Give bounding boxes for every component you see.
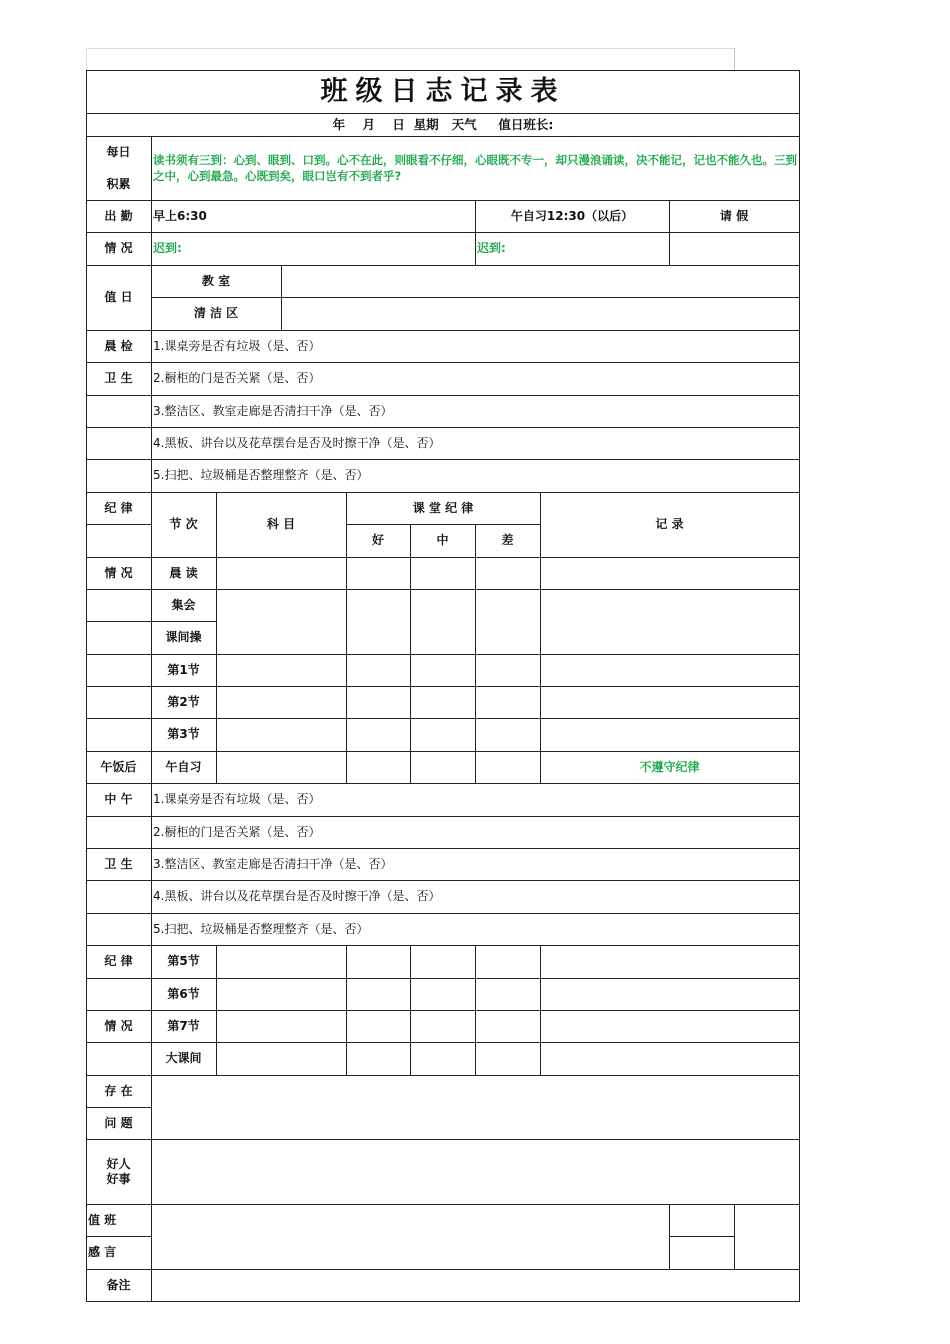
date-weather-line: 年 月 日 星期 天气 值日班长: (332, 116, 554, 132)
noon-check-label-bottom: 卫 生 (104, 856, 133, 871)
daily-quote: 读书须有三到：心到、眼到、口到。心不在此，则眼看不仔细，心眼既不专一，却只漫浪诵读，决不能记，记也不能久也。三到之中，心到最急。心既到矣，眼口岂有不到者乎? (153, 153, 797, 183)
attendance-label-bottom: 情 况 (104, 241, 133, 255)
daily-label-bottom: 积累 (106, 176, 131, 191)
discipline-label-bottom: 情 况 (104, 565, 133, 580)
good-header: 好 (371, 533, 384, 547)
period-label: 集会 (171, 597, 196, 612)
period-label: 第1节 (167, 662, 200, 677)
noon-check-item: 4.黑板、讲台以及花草摆台是否及时擦干净（是、否） (153, 889, 441, 903)
remarks-field[interactable] (151, 1269, 799, 1301)
period-label: 第6节 (167, 986, 200, 1001)
issues-field[interactable] (151, 1075, 799, 1139)
afternoon-label-bottom: 情 况 (104, 1018, 133, 1033)
period-label: 大课间 (165, 1051, 202, 1065)
period-label: 第2节 (167, 694, 200, 709)
reflection-label-bottom: 感 言 (88, 1245, 117, 1259)
record-header: 记 录 (655, 517, 684, 531)
period-header: 节 次 (169, 517, 198, 531)
leave-label: 请 假 (719, 208, 749, 223)
noon-check-item: 3.整洁区、教室走廊是否清扫干净（是、否） (153, 856, 393, 871)
morning-check-item: 3.整洁区、教室走廊是否清扫干净（是、否） (153, 403, 393, 418)
late-field-morning[interactable]: 迟到: (153, 241, 182, 255)
attendance-label-top: 出 勤 (104, 208, 133, 223)
duty-clean-area-label: 清 洁 区 (193, 306, 239, 320)
good-deeds-label-bottom: 好事 (106, 1171, 131, 1186)
afternoon-label-top: 纪 律 (104, 954, 133, 968)
period-label: 晨 读 (169, 565, 198, 580)
morning-check-label-bottom: 卫 生 (104, 371, 133, 385)
noon-time-label: 午自习12:30（以后） (510, 208, 634, 223)
reflection-field[interactable] (151, 1204, 669, 1269)
period-label: 第3节 (167, 727, 200, 741)
issues-label-bottom: 问 题 (104, 1115, 133, 1130)
morning-check-label-top: 晨 检 (104, 338, 133, 353)
noon-check-item: 1.课桌旁是否有垃圾（是、否） (153, 792, 321, 806)
class-discipline-header: 课 堂 纪 律 (412, 500, 474, 515)
good-deeds-label-top: 好人 (106, 1156, 131, 1171)
daily-label-top: 每日 (106, 144, 131, 159)
discipline-label-top: 纪 律 (104, 500, 133, 515)
period-label: 课间操 (165, 630, 202, 644)
duty-clean-area-field[interactable] (281, 297, 799, 330)
period-label: 午自习 (165, 759, 202, 774)
morning-check-item: 5.扫把、垃圾桶是否整理整齐（是、否） (153, 468, 369, 482)
morning-check-item: 4.黑板、讲台以及花草摆台是否及时擦干净（是、否） (153, 435, 441, 450)
good-deeds-field[interactable] (151, 1139, 799, 1204)
duty-classroom-field[interactable] (281, 265, 799, 297)
noon-check-item: 5.扫把、垃圾桶是否整理整齐（是、否） (153, 921, 369, 936)
period-label: 第7节 (167, 1018, 200, 1033)
leave-field[interactable] (669, 232, 799, 265)
subject-header: 科 目 (266, 517, 296, 531)
late-field-noon[interactable]: 迟到: (477, 241, 506, 255)
after-lunch-label: 午饭后 (100, 759, 137, 774)
remarks-label: 备注 (106, 1277, 131, 1292)
period-label: 第5节 (167, 954, 200, 968)
noon-check-item: 2.橱柜的门是否关紧（是、否） (153, 824, 321, 839)
morning-check-item: 1.课桌旁是否有垃圾（是、否） (153, 338, 321, 353)
duty-classroom-label: 教 室 (201, 273, 231, 288)
morning-check-item: 2.橱柜的门是否关紧（是、否） (153, 371, 321, 385)
medium-header: 中 (436, 533, 449, 547)
reflection-label-top: 值 班 (88, 1212, 117, 1227)
morning-time-label: 早上6:30 (153, 208, 207, 223)
page-title: 班级日志记录表 (320, 75, 566, 107)
duty-label: 值 日 (104, 290, 133, 304)
poor-header: 差 (501, 533, 514, 547)
noon-check-label-top: 中 午 (104, 792, 133, 806)
not-obey-label: 不遵守纪律 (639, 759, 700, 774)
issues-label-top: 存 在 (104, 1083, 133, 1098)
